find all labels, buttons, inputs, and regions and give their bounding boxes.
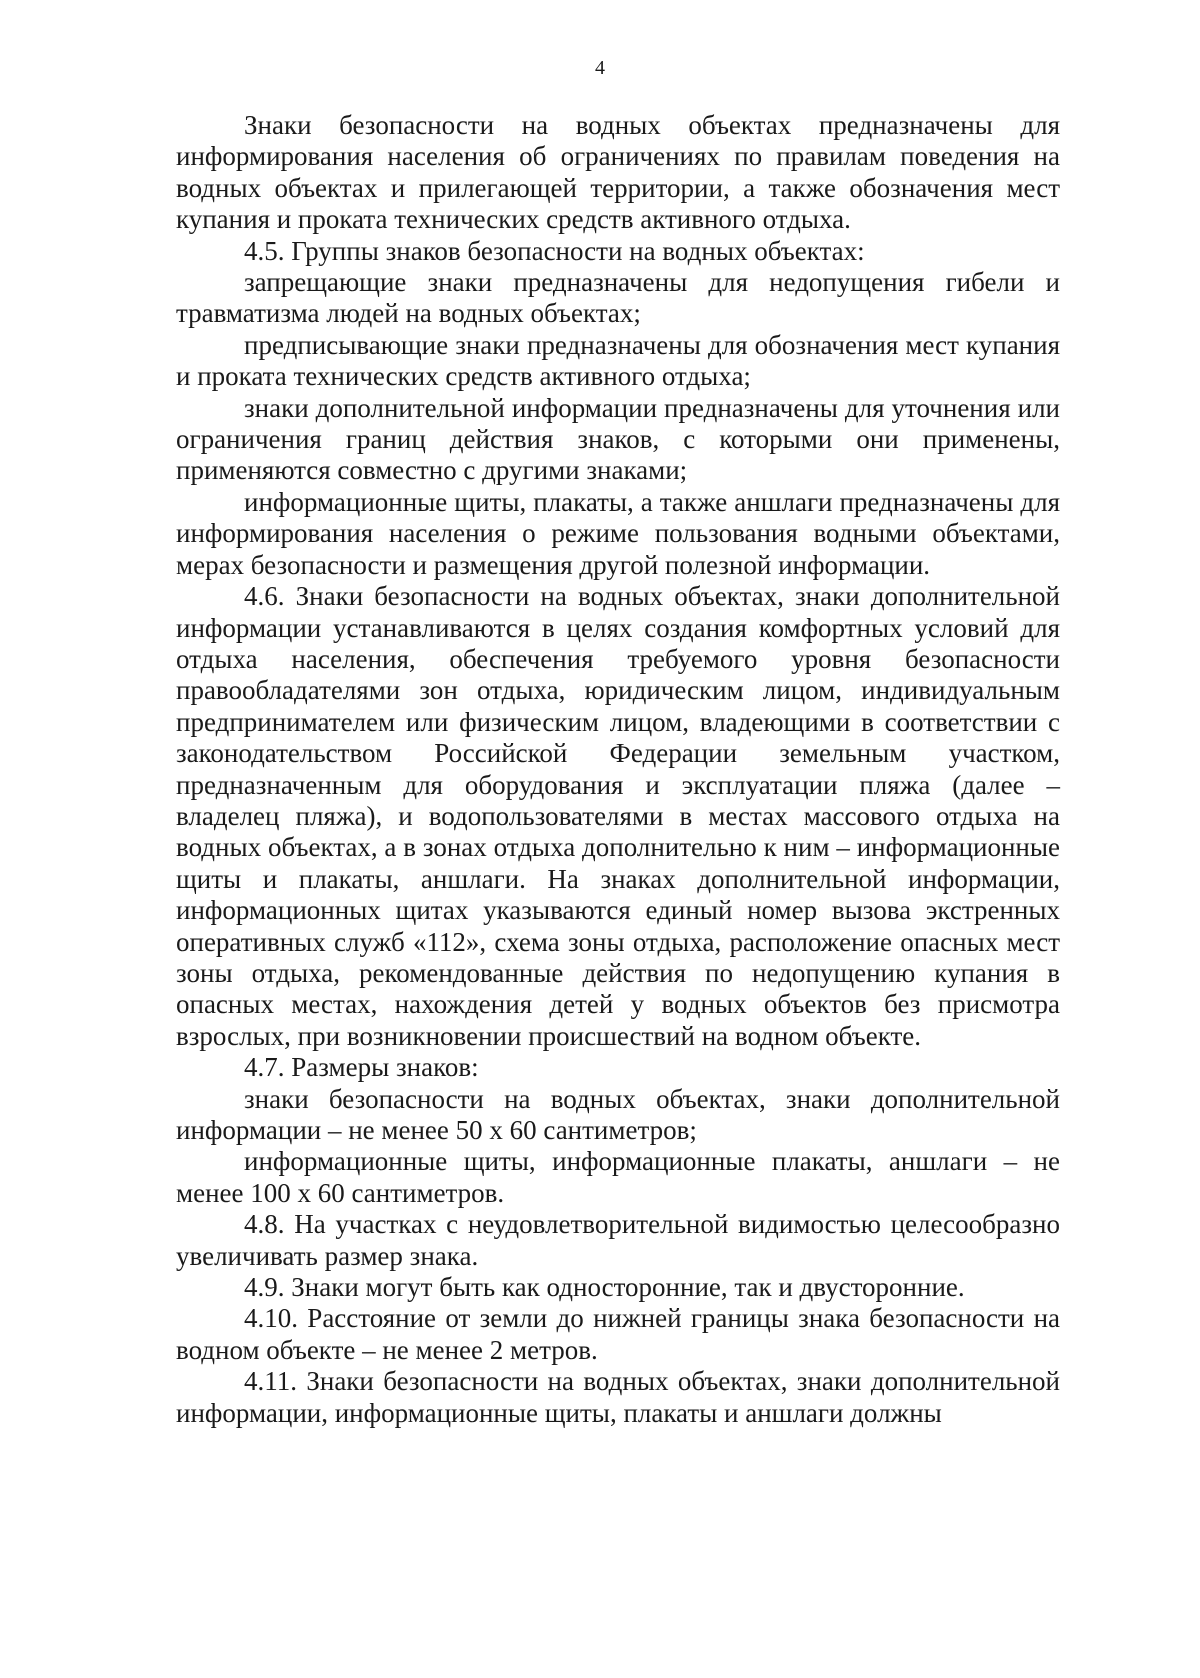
paragraph-4-8: 4.8. На участках с неудовлетворительной видимостью целесообразно увеличивать размер знака. [176,1209,1060,1271]
page-number: 4 [595,57,605,79]
paragraph-4-7: 4.7. Размеры знаков: [244,1052,479,1083]
paragraph-prohibiting-signs: запрещающие знаки предназначены для недопущения гибели и травматизма людей на водных объектах; [176,267,1060,329]
paragraph-4-5: 4.5. Группы знаков безопасности на водных объектах: [244,235,865,266]
paragraph-prescriptive-signs: предписывающие знаки предназначены для обозначения мест купания и проката технических средств активного отдыха; [176,329,1060,392]
paragraph-information-boards: информационные щиты, плакаты, а также аншлаги предназначены для информирования населения о режиме пользования водными объектами, мерах безопасности и размещения другой полезной информации. [176,486,1060,580]
paragraph-intro: Знаки безопасности на водных объектах предназначены для информирования населения об ограничениях по правилам поведения на водных объектах и прилегающей территории, а также обозначения мест купания и проката технических средств активного отдыха. [176,110,1060,235]
paragraph-4-9: 4.9. Знаки могут быть как односторонние, так и двусторонние. [244,1272,965,1303]
paragraph-additional-info-signs: знаки дополнительной информации предназначены для уточнения или ограничения границ действия знаков, с которыми они применены, применяются совместно с другими знаками; [176,392,1060,486]
document-body [176,110,1060,1429]
paragraph-board-size: информационные щиты, информационные плакаты, аншлаги – не менее 100 х 60 сантиметров. [176,1146,1060,1208]
paragraph-4-11: 4.11. Знаки безопасности на водных объектах, знаки дополнительной информации, информационные щиты, плакаты и аншлаги должны [176,1366,1060,1428]
paragraph-4-6: 4.6. Знаки безопасности на водных объектах, знаки дополнительной информации устанавливаются в целях создания комфортных условий для отдыха населения, обеспечения требуемого уровня безопасности правообладателями зон отдыха, юридическим лицом, индивидуальным предпринимателем или физическим лицом, владеющими в соответствии с законодательством Российской Федерации земельным участком, предназначенным для оборудования и эксплуатации пляжа (далее – владелец пляжа), и водопользователями в местах массового отдыха на водных объектах, а в зонах отдыха дополнительно к ним – информационные щиты и плакаты, аншлаги. На знаках дополнительной информации, информационных щитах указываются единый номер вызова экстренных оперативных служб «112», схема зоны отдыха, расположение опасных мест зоны отдыха, рекомендованные действия по недопущению купания в опасных местах, нахождения детей у водных объектов без присмотра взрослых, при возникновении происшествий на водном объекте. [176,581,1060,1051]
paragraph-4-10: 4.10. Расстояние от земли до нижней границы знака безопасности на водном объекте – не менее 2 метров. [176,1303,1060,1365]
paragraph-sign-size: знаки безопасности на водных объектах, знаки дополнительной информации – не менее 50 х 60 сантиметров; [176,1083,1060,1145]
